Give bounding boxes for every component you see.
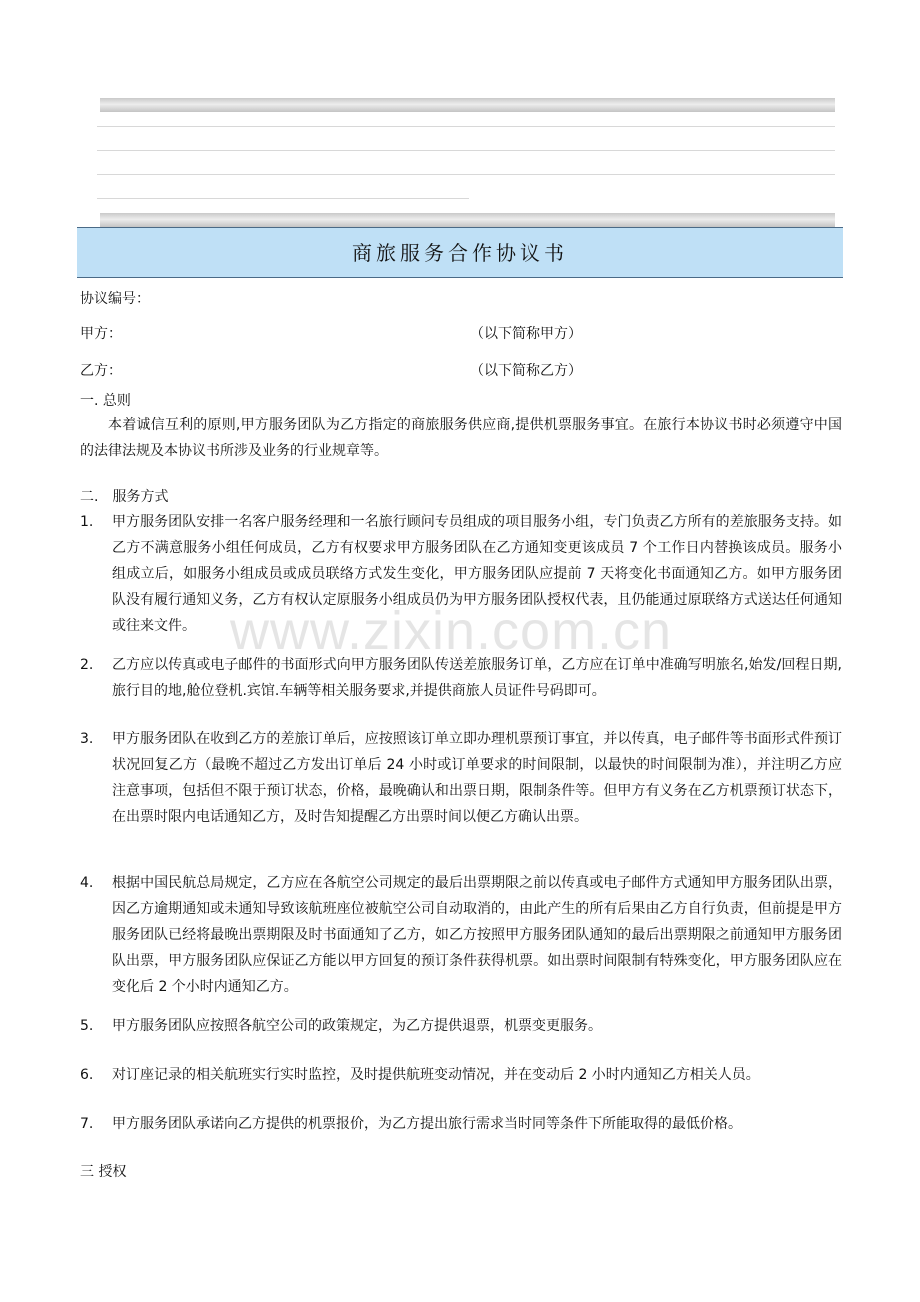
section-heading-authorization: 三 授权 bbox=[80, 1164, 127, 1180]
list-item-number: 2. bbox=[80, 657, 94, 673]
list-item: 对订座记录的相关航班实行实时监控，及时提供航班变动情况，并在变动后 2 小时内通知乙方相关人员。 bbox=[112, 1067, 760, 1083]
header-band-top bbox=[100, 98, 835, 112]
header-rule bbox=[97, 126, 835, 127]
list-item-number: 3. bbox=[80, 731, 94, 747]
document-title: 商旅服务合作协议书 bbox=[77, 227, 843, 278]
list-item-number: 1. bbox=[80, 514, 94, 530]
header-rule bbox=[97, 198, 469, 199]
header-rule bbox=[97, 174, 835, 175]
header-band-bottom bbox=[100, 213, 835, 227]
list-item-number: 4. bbox=[80, 875, 94, 891]
list-item: 甲方服务团队承诺向乙方提供的机票报价，为乙方提出旅行需求当时同等条件下所能取得的最低价格。 bbox=[112, 1116, 742, 1132]
header-rule bbox=[97, 150, 835, 151]
party-b-note: （以下简称乙方） bbox=[470, 363, 582, 379]
party-b-label: 乙方： bbox=[80, 363, 122, 379]
section-heading-general: 一. 总则 bbox=[80, 393, 131, 409]
list-item: 甲方服务团队安排一名客户服务经理和一名旅行顾问专员组成的项目服务小组，专门负责乙方所有的差旅服务支持。如乙方不满意服务小组任何成员，乙方有权要求甲方服务团队在乙方通知变更该成员 7 个工作日内替换该成员。服务小组成立后，如服务小组成员或成员联络方式发生变化，甲方服务团队应提前 7 天将变化书面通知乙方。如甲方服务团队没有履行通知义务，乙方有权认定原服务小组成员仍为甲方服务团队授权代表，且仍能通过原联络方式送达任何通知或往来文件。 bbox=[112, 514, 842, 634]
list-item-number: 6. bbox=[80, 1067, 94, 1083]
section-heading-service: 二. 服务方式 bbox=[80, 489, 169, 505]
list-item: 甲方服务团队在收到乙方的差旅订单后，应按照该订单立即办理机票预订事宜，并以传真，电子邮件等书面形式件预订状况回复乙方（最晚不超过乙方发出订单后 24 小时或订单要求的时间限制，以最快的时间限制为准），并注明乙方应注意事项，包括但不限于预订状态，价格，最晚确认和出票日期，限制条件等。但甲方有义务在乙方机票预订状态下，在出票时限内电话通知乙方，及时告知提醒乙方出票时间以便乙方确认出票。 bbox=[112, 731, 842, 825]
list-item-number: 5. bbox=[80, 1018, 94, 1034]
list-item: 甲方服务团队应按照各航空公司的政策规定，为乙方提供退票，机票变更服务。 bbox=[112, 1018, 602, 1034]
party-a-label: 甲方： bbox=[80, 326, 122, 342]
watermark: www.zixin.com.cn bbox=[230, 601, 673, 661]
list-item: 根据中国民航总局规定，乙方应在各航空公司规定的最后出票期限之前以传真或电子邮件方式通知甲方服务团队出票，因乙方逾期通知或未通知导致该航班座位被航空公司自动取消的，由此产生的所有后果由乙方自行负责，但前提是甲方服务团队已经将最晚出票期限及时书面通知了乙方，如乙方按照甲方服务团队通知的最后出票期限之前通知甲方服务团队出票，甲方服务团队应保证乙方能以甲方回复的预订条件获得机票。如出票时间限制有特殊变化，甲方服务团队应在变化后 2 个小时内通知乙方。 bbox=[112, 875, 842, 995]
list-item: 乙方应以传真或电子邮件的书面形式向甲方服务团队传送差旅服务订单，乙方应在订单中准确写明旅名,始发/回程日期,旅行目的地,舱位登机.宾馆.车辆等相关服务要求,并提供商旅人员证件号码即可。 bbox=[112, 657, 842, 699]
section-body-general: 本着诚信互利的原则,甲方服务团队为乙方指定的商旅服务供应商,提供机票服务事宜。在旅行本协议书时必须遵守中国的法律法规及本协议书所涉及业务的行业规章等。 bbox=[80, 417, 842, 459]
agreement-number-label: 协议编号： bbox=[80, 291, 150, 307]
party-a-note: （以下简称甲方） bbox=[470, 326, 582, 342]
list-item-number: 7. bbox=[80, 1116, 94, 1132]
